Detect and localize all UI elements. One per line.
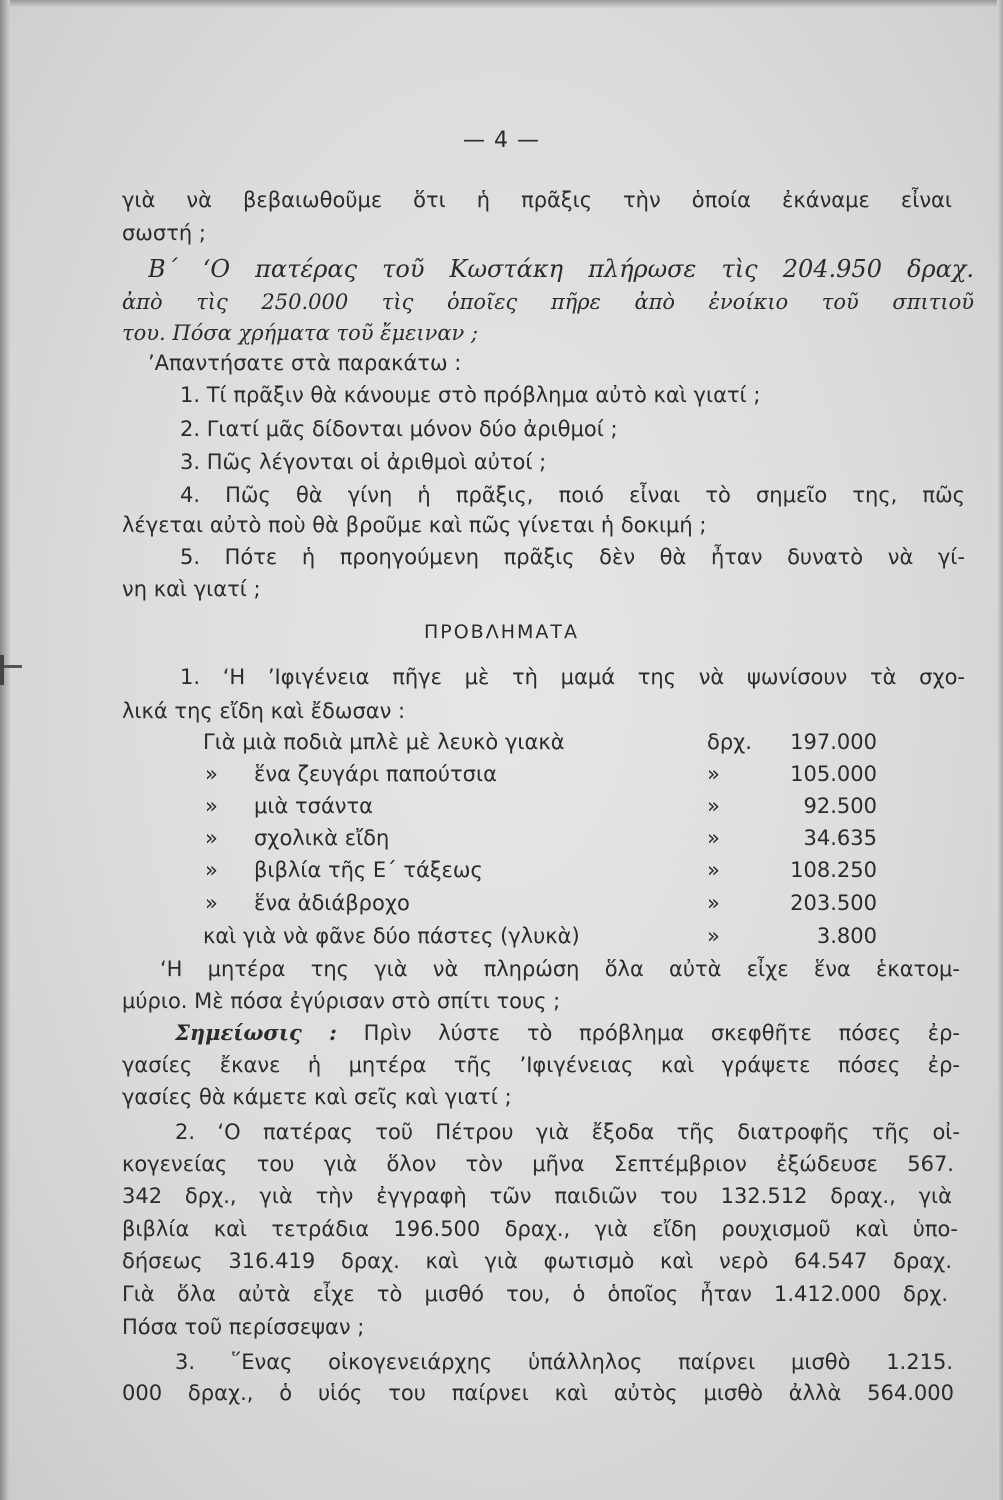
problem-1-text: ‘Η μητέρα της γιὰ νὰ πληρώση ὅλα αὐτὰ εἶχε ἕνα ἑκατομ-: [160, 957, 960, 981]
problem-1-intro: 1. ‘Η ’Ιφιγένεια πῆγε μὲ τὴ μαμά της νὰ ψωνίσουν τὰ σχο-: [180, 665, 965, 689]
expense-desc: μιὰ τσάντα: [254, 794, 373, 818]
expense-unit: »: [707, 826, 720, 850]
question-line: νη καὶ γιατί ;: [122, 577, 261, 601]
question-line: λέγεται αὐτὸ ποὺ θὰ βροῦμε καὶ πῶς γίνεται ἡ δοκιμή ;: [122, 513, 707, 537]
problem-b-line: ἀπὸ τὶς 250.000 τὶς ὁποῖες πῆρε ἀπὸ ἐνοίκιο τοῦ σπιτιοῦ: [122, 290, 974, 314]
text-line: γιὰ νὰ βεβαιωθοῦμε ὅτι ἡ πρᾶξις τὴν ὁποία ἐκάναμε εἶναι: [122, 188, 952, 212]
expense-desc: ἕνα ἀδιάβροχο: [254, 891, 410, 915]
problem-3-line: 000 δραχ., ὁ υἱός του παίρνει καὶ αὐτὸς μισθὸ ἀλλὰ 564.000: [122, 1381, 954, 1405]
expense-amount: 92.500: [803, 794, 877, 818]
margin-mark-vertical: [0, 655, 4, 685]
expense-unit: »: [707, 924, 720, 948]
question-line: ’Απαντήσατε στὰ παρακάτω :: [148, 351, 462, 375]
note-label: Σημείωσις :: [175, 1020, 337, 1045]
expense-unit: »: [707, 762, 720, 786]
note-text: Πρὶν λύστε τὸ πρόβλημα σκεφθῆτε πόσες ἐρ-: [363, 1021, 960, 1045]
page-number: — 4 —: [463, 128, 540, 153]
note-line: [175, 1018, 960, 1048]
expense-desc: σχολικὰ εἴδη: [254, 826, 390, 850]
problem-1-intro: λικά της εἴδη καὶ ἔδωσαν :: [122, 699, 406, 723]
ditto-mark: »: [205, 826, 218, 850]
page-edge-right: [997, 0, 1003, 1500]
expense-unit: »: [707, 794, 720, 818]
note-line: γασίες ἔκανε ἡ μητέρα τῆς ’Ιφιγένειας καὶ γράψετε πόσες ἐρ-: [122, 1053, 960, 1077]
expense-unit: »: [707, 891, 720, 915]
problem-2-line: Γιὰ ὅλα αὐτὰ εἶχε τὸ μισθό του, ὁ ὁποῖος ἦταν 1.412.000 δρχ.: [122, 1282, 948, 1306]
expense-amount: 34.635: [803, 826, 877, 850]
expense-amount: 3.800: [816, 924, 877, 948]
expense-unit: δρχ.: [707, 730, 752, 754]
expense-unit: »: [707, 858, 720, 882]
expense-amount: 197.000: [790, 730, 877, 754]
problem-2-line: δήσεως 316.419 δραχ. καὶ γιὰ φωτισμὸ καὶ νερὸ 64.547 δραχ.: [122, 1249, 952, 1273]
ditto-mark: »: [205, 762, 218, 786]
expense-amount: 105.000: [790, 762, 877, 786]
question-line: 2. Γιατί μᾶς δίδονται μόνον δύο ἀριθμοί ;: [180, 417, 618, 441]
ditto-mark: »: [205, 891, 218, 915]
section-heading: ΠΡΟΒΛΗΜΑΤΑ: [423, 621, 579, 643]
text-line: σωστή ;: [122, 221, 206, 245]
expense-desc: ἕνα ζευγάρι παπούτσια: [254, 762, 497, 786]
question-line: 3. Πῶς λέγονται οἱ ἀριθμοὶ αὐτοί ;: [180, 450, 547, 474]
expense-desc: καὶ γιὰ νὰ φᾶνε δύο πάστες (γλυκὰ): [203, 924, 580, 948]
question-line: 4. Πῶς θὰ γίνη ἡ πρᾶξις, ποιό εἶναι τὸ σημεῖο της, πῶς: [180, 483, 965, 507]
expense-desc: βιβλία τῆς Ε΄ τάξεως: [254, 858, 483, 882]
ditto-mark: »: [205, 794, 218, 818]
note-line: γασίες θὰ κάμετε καὶ σεῖς καὶ γιατί ;: [122, 1085, 512, 1109]
page-edge-top: [0, 0, 1003, 8]
question-line: 5. Πότε ἡ προηγούμενη πρᾶξις δὲν θὰ ἦταν δυνατὸ νὰ γί-: [180, 545, 965, 569]
ditto-mark: »: [205, 858, 218, 882]
expense-amount: 203.500: [790, 891, 877, 915]
problem-2-line: 2. ‘Ο πατέρας τοῦ Πέτρου γιὰ ἔξοδα τῆς διατροφῆς τῆς οἰ-: [175, 1120, 960, 1144]
page-edge-left: [0, 0, 10, 1500]
problem-b-line: Β΄ ‘Ο πατέρας τοῦ Κωστάκη πλήρωσε τὶς 204.950 δραχ.: [148, 255, 974, 283]
problem-3-line: 3. ῞Ενας οἰκογενειάρχης ὑπάλληλος παίρνει μισθὸ 1.215.: [175, 1350, 953, 1374]
problem-b-line: του. Πόσα χρήματα τοῦ ἔμειναν ;: [122, 321, 479, 345]
problem-2-line: Πόσα τοῦ περίσσεψαν ;: [122, 1315, 365, 1339]
problem-2-line: κογενείας του γιὰ ὅλον τὸν μῆνα Σεπτέμβριον ἐξώδευσε 567.: [122, 1152, 954, 1176]
expense-amount: 108.250: [790, 858, 877, 882]
question-line: 1. Τί πρᾶξιν θὰ κάνουμε στὸ πρόβλημα αὐτὸ καὶ γιατί ;: [180, 383, 761, 407]
problem-2-line: 342 δρχ., γιὰ τὴν ἐγγραφὴ τῶν παιδιῶν του 132.512 δραχ., γιὰ: [122, 1184, 952, 1208]
problem-2-line: βιβλία καὶ τετράδια 196.500 δραχ., γιὰ εἴδη ρουχισμοῦ καὶ ὑπο-: [122, 1217, 958, 1241]
expense-desc: Γιὰ μιὰ ποδιὰ μπλὲ μὲ λευκὸ γιακὰ: [203, 730, 565, 754]
problem-1-text: μύριο. Μὲ πόσα ἐγύρισαν στὸ σπίτι τους ;: [122, 989, 561, 1013]
